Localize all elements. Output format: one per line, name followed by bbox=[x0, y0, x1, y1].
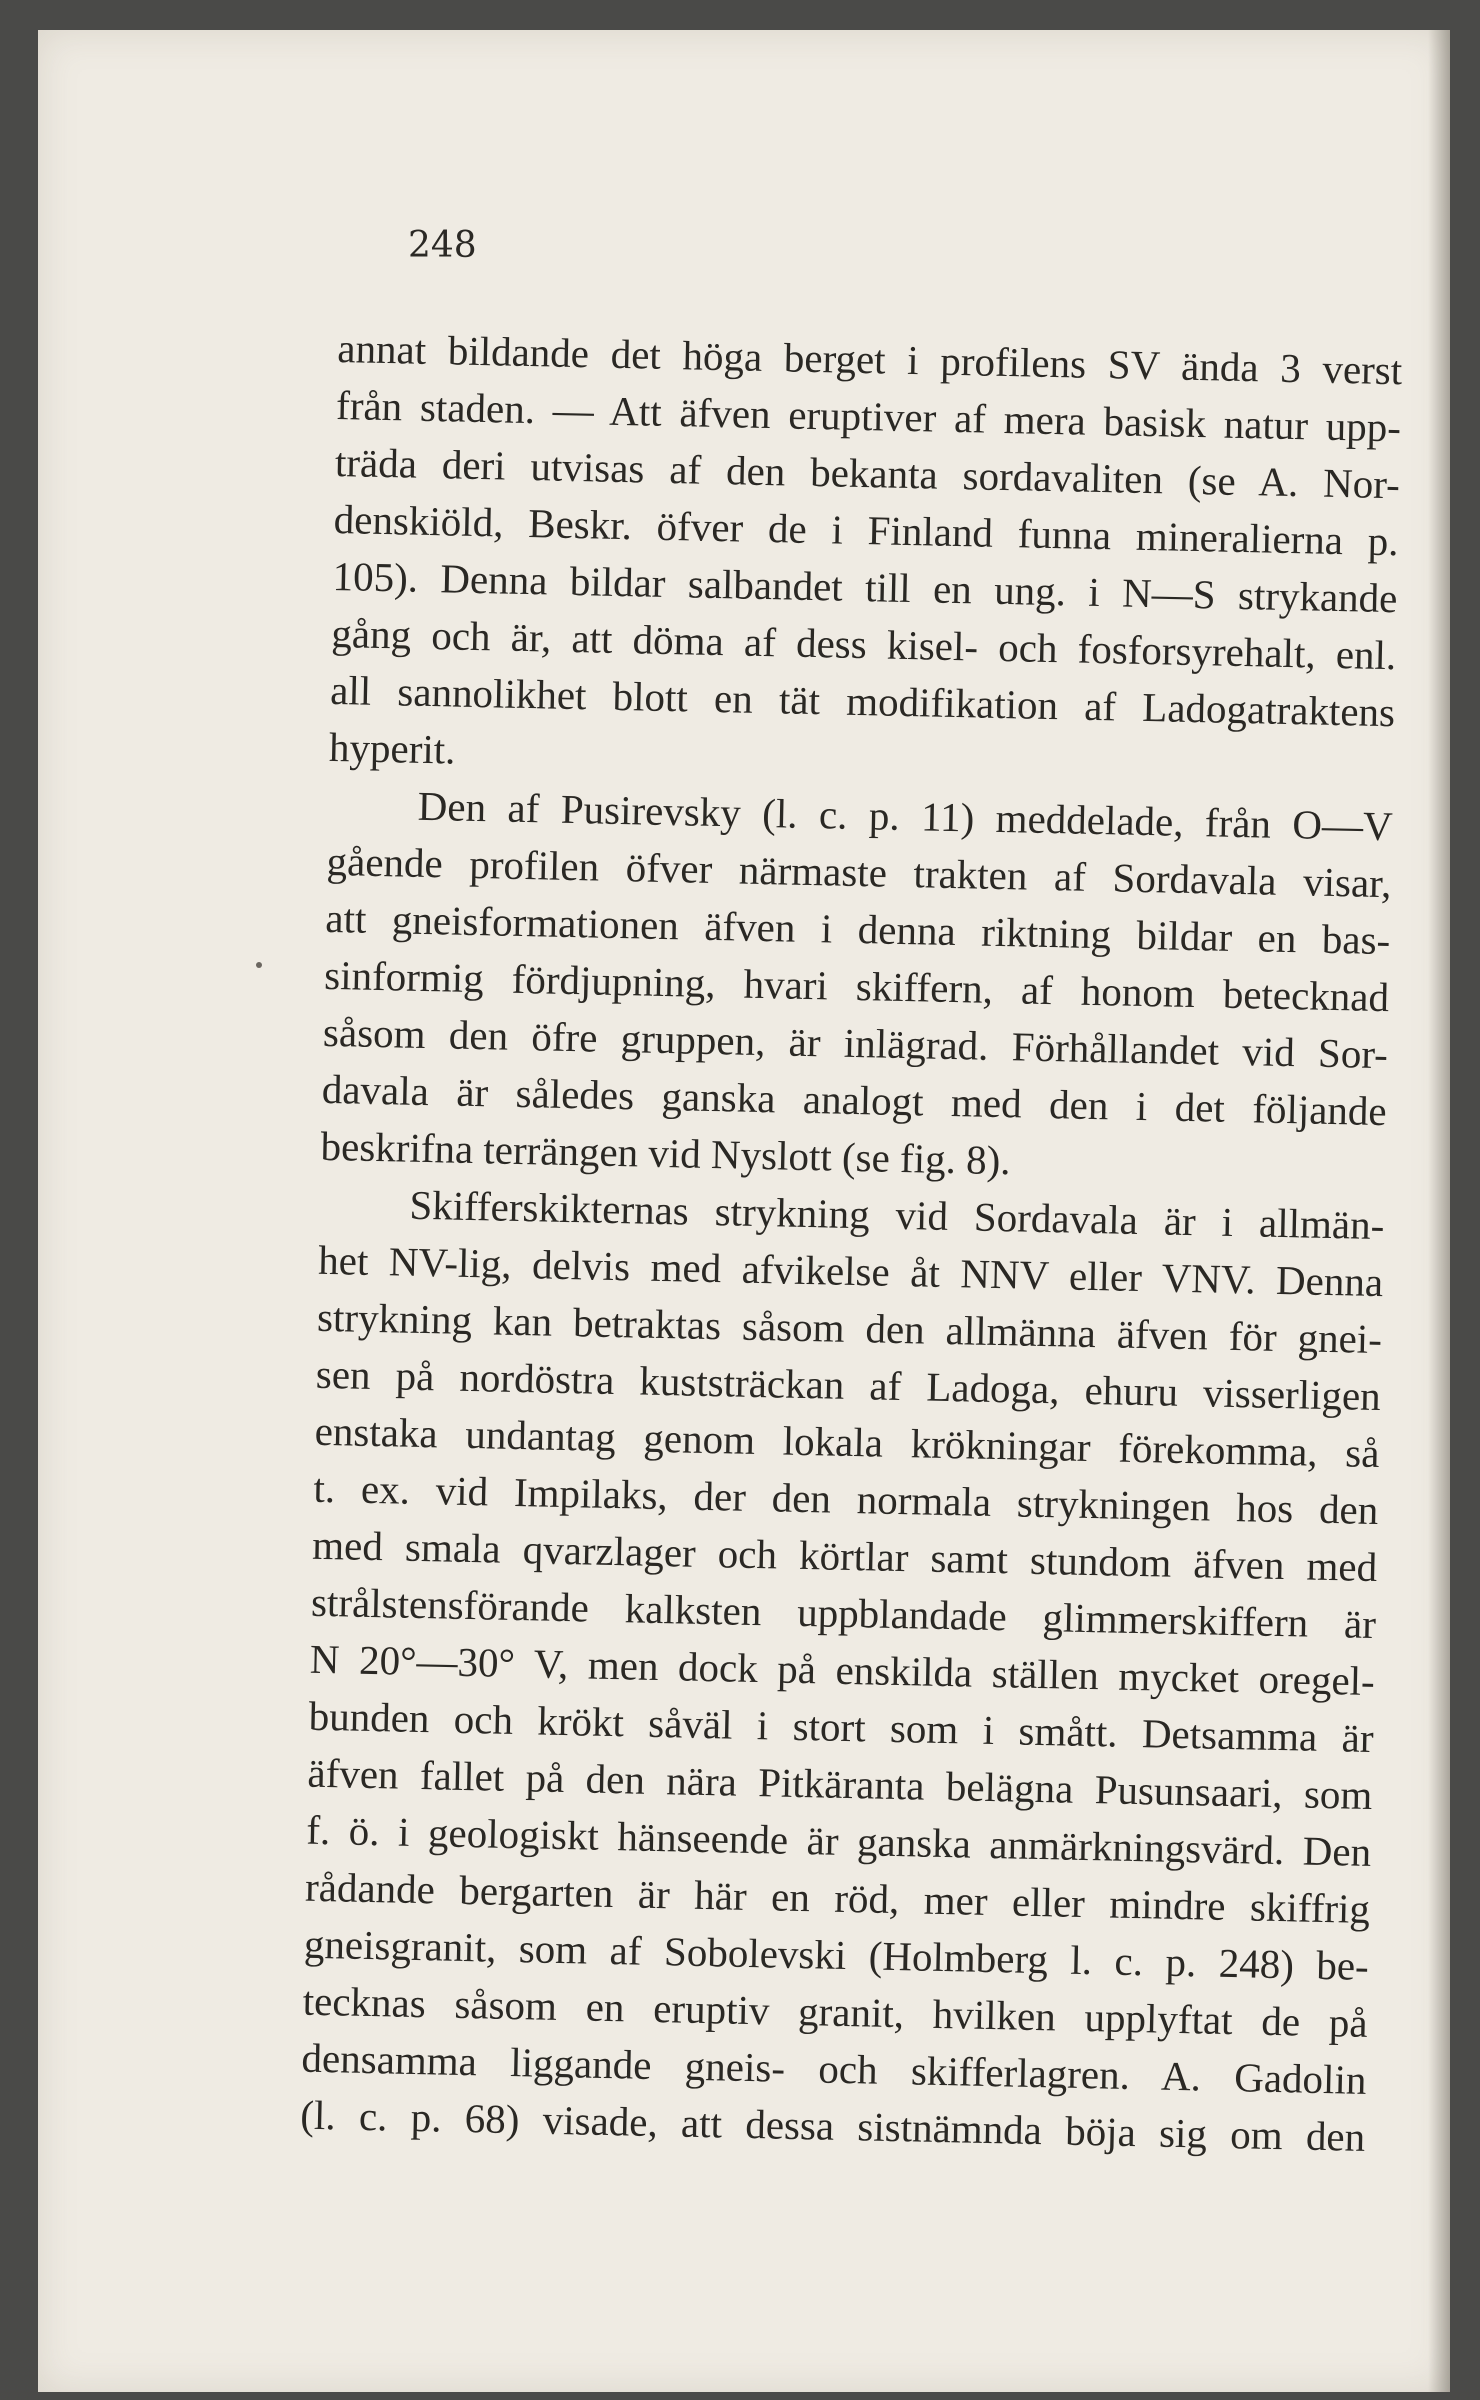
page-number: 248 bbox=[408, 225, 477, 266]
text-line: gång och är, att döma af dess kisel- och fosforsyrehalt, enl. bbox=[330, 609, 1397, 679]
text-line: gående profilen öfver närmaste trakten af Sordavala visar, bbox=[326, 837, 1392, 907]
text-line: strykning kan betraktas såsom den allmänna äfven för gnei- bbox=[316, 1293, 1383, 1363]
text-line: beskrifna terrängen vid Nyslott (se fig. 8). bbox=[320, 1122, 1012, 1184]
text-line: rådande bergarten är här en röd, mer eller mindre skiffrig bbox=[304, 1863, 1371, 1932]
text-line: tecknas såsom en eruptiv granit, hvilken upplyftat de på bbox=[302, 1977, 1369, 2046]
text-line: sinformig fördjupning, hvari skiffern, af honom betecknad bbox=[323, 951, 1390, 1021]
text-line: f. ö. i geologiskt hänseende är ganska anmärkningsvärd. Den bbox=[305, 1806, 1372, 1875]
text-line: att gneisformationen äfven i denna riktning bildar en bas- bbox=[324, 894, 1391, 964]
text-line: (l. c. p. 68) visade, att dessa sistnämnda böja sig om den bbox=[299, 2091, 1366, 2160]
text-line: sen på nordöstra kuststräckan af Ladoga, ehuru visserligen bbox=[315, 1350, 1382, 1420]
text-line: t. ex. vid Impilaks, der den normala strykningen hos den bbox=[313, 1464, 1379, 1534]
text-line: Skifferskikternas strykning vid Sordavala är i allmän- bbox=[409, 1181, 1385, 1249]
page-edge-shadow bbox=[1428, 30, 1450, 2392]
text-line: bunden och krökt såväl i stort som i smått. Detsamma är bbox=[308, 1692, 1375, 1761]
text-line: enstaka undantag genom lokala krökningar förekomma, så bbox=[314, 1407, 1380, 1477]
text-line: strålstensförande kalksten uppblandade glimmerskiffern är bbox=[310, 1578, 1377, 1648]
text-line: gneisgranit, som af Sobolevski (Holmberg l. c. p. 248) be- bbox=[303, 1920, 1370, 1989]
book-page bbox=[38, 30, 1450, 2392]
text-line: från staden. — Att äfven eruptiver af mera basisk natur upp- bbox=[335, 381, 1402, 451]
text-line: såsom den öfre gruppen, är inlägrad. Förhållandet vid Sor- bbox=[322, 1008, 1389, 1078]
text-line: 105). Denna bildar salbandet till en ung. i N—S strykande bbox=[332, 552, 1398, 622]
text-line: annat bildande det höga berget i profilens SV ända 3 verst bbox=[336, 324, 1403, 394]
margin-dot bbox=[256, 962, 262, 968]
text-line: hyperit. bbox=[328, 723, 456, 773]
text-line: all sannolikhet blott en tät modifikation af Ladogatraktens bbox=[329, 666, 1396, 736]
text-line: äfven fallet på den nära Pitkäranta belägna Pusunsaari, som bbox=[307, 1749, 1373, 1818]
text-line: denskiöld, Beskr. öfver de i Finland funna mineralierna p. bbox=[333, 495, 1400, 565]
text-line: träda deri utvisas af den bekanta sordavaliten (se A. Nor- bbox=[334, 438, 1401, 508]
text-line: med smala qvarzlager och körtlar samt stundom äfven med bbox=[311, 1521, 1378, 1591]
text-line: N 20°—30° V, men dock på enskilda ställen mycket oregel- bbox=[309, 1635, 1376, 1705]
text-line: het NV-lig, delvis med afvikelse åt NNV eller VNV. Denna bbox=[317, 1236, 1384, 1306]
text-line: Den af Pusirevsky (l. c. p. 11) meddelade, från O—V bbox=[417, 782, 1394, 850]
body-text bbox=[300, 320, 1403, 2166]
text-line: davala är således ganska analogt med den i det följande bbox=[321, 1065, 1388, 1135]
text-line: densamma liggande gneis- och skifferlagren. A. Gadolin bbox=[301, 2034, 1367, 2103]
